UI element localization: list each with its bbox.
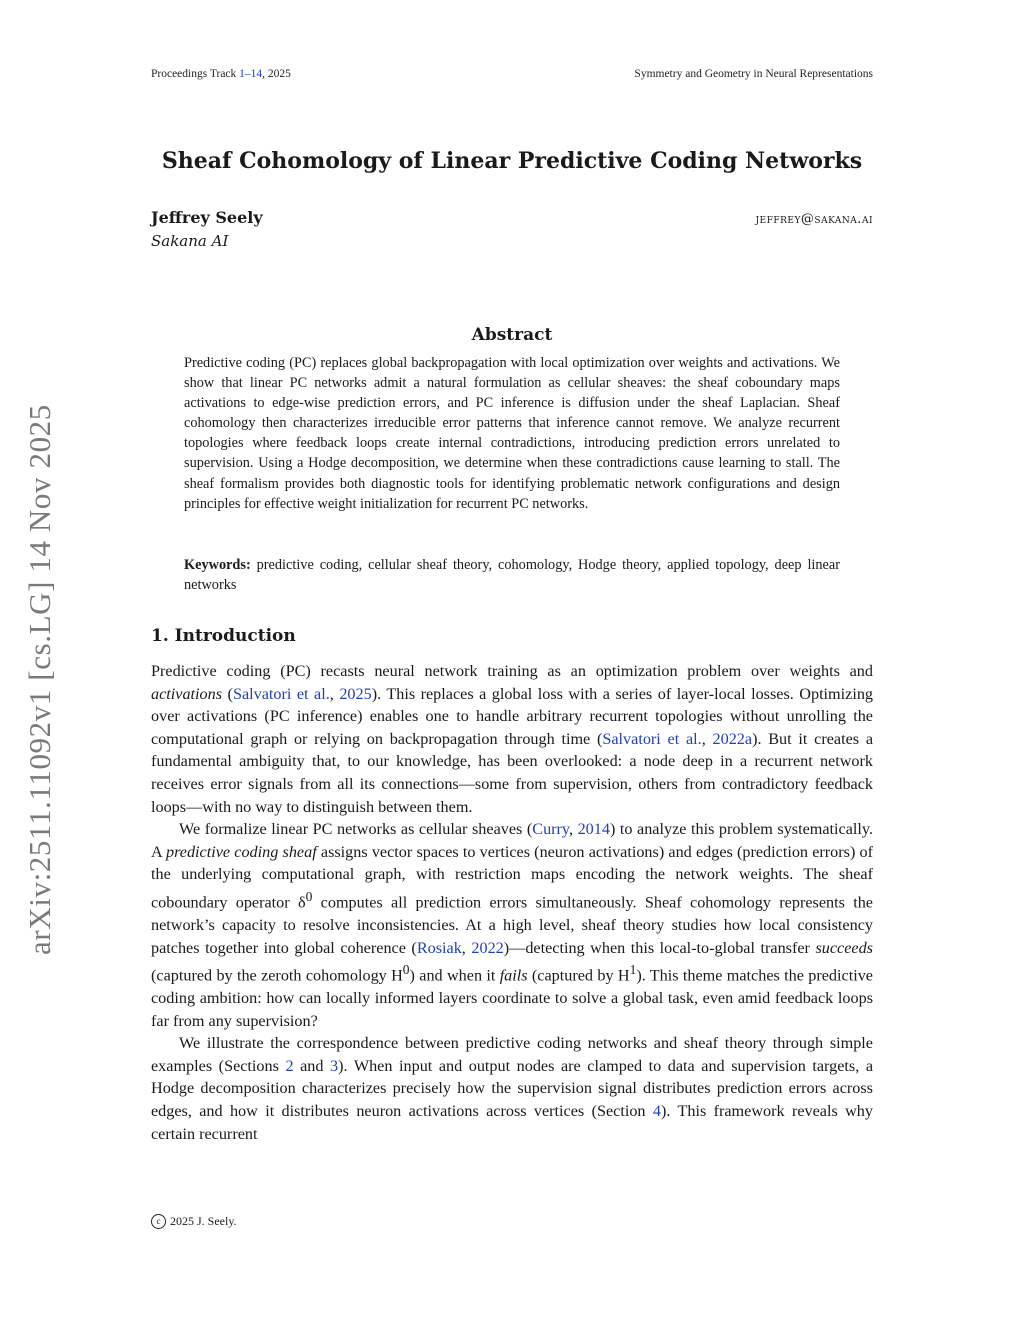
citation-link[interactable]: Salvatori et al. [232,684,330,703]
section-heading-introduction: 1. Introduction [151,626,296,646]
abstract-text: Predictive coding (PC) replaces global backpropagation with local optimization over weights and activations. We show that linear PC networks admit a natural formulation as cellular sheaves: the sheaf coboundary maps activations to edge-wise prediction errors, and PC inference is diffusion under the sheaf Laplacian. Sheaf cohomology then characterizes irreducible error patterns that inference cannot remove. We analyze recurrent topologies where feedback loops create internal contradictions, introducing prediction errors unrelated to supervision. Using a Hodge decomposition, we determine when these contradictions cause learning to stall. The sheaf formalism provides both diagnostic tools for identifying problematic network configurations and design principles for effective weight initialization for recurrent PC networks. [184,355,840,512]
arxiv-stamp: arXiv:2511.11092v1 [cs.LG] 14 Nov 2025 [22,404,57,955]
abstract-heading: Abstract [471,325,553,345]
paragraph: We illustrate the correspondence between predictive coding networks and sheaf theory through simple examples (Sections 2 and 3). When input and output nodes are clamped to data and supervision targets, a Hodge decomposition characterizes precisely how the supervision signal distributes prediction errors across edges, and how it distributes neuron activations across vertices (Section 4). This framework reveals why certain recurrent [151,1034,874,1143]
citation-link[interactable]: Rosiak [416,938,462,957]
section-ref-link[interactable]: 4 [652,1102,661,1121]
citation-year-link[interactable]: 2014 [577,820,610,839]
keywords-label: Keywords: [184,557,251,573]
paragraph: We formalize linear PC networks as cellular sheaves (Curry, 2014) to analyze this problem systematically. A predictive coding sheaf assigns vector spaces to vertices (neuron activations) and edges (prediction errors) of the underlying computational graph, with restriction maps encoding the network weights. The sheaf coboundary operator $\delta^0$ computes all prediction errors simultaneously. Sheaf cohomology represents the network’s capacity to resolve inconsistencies. At a high level, sheaf theory studies how local consistency patches together into global coherence (Rosiak, 2022)—detecting when this local-to-global transfer succeeds (captured by the zeroth cohomology $H^0$) and when it fails (captured by $H^1$). This theme matches the predictive coding ambition: how can locally informed layers coordinate to solve a global task, even amid feedback loops far from any supervision? [151,820,874,1030]
keywords [184,555,840,595]
author-email: jeffrey@sakana.ai [755,212,873,227]
running-header-left: Proceedings Track 1–14, 2025 [151,68,291,80]
keywords-list: predictive coding, cellular sheaf theory, cohomology, Hodge theory, applied topology, deep linear networks [184,557,840,594]
author-name: Jeffrey Seely [151,208,263,227]
author-affiliation: Sakana AI [151,232,229,250]
citation-year-link[interactable]: 2022a [712,729,753,748]
citation-link[interactable]: Curry [532,820,569,839]
introduction-body [151,660,873,1145]
paragraph: Predictive coding (PC) recasts neural network training as an optimization problem over weights and activations (Salvatori et al., 2025). This replaces a global loss with a series of layer-local losses. Optimizing over activations (PC inference) enables one to handle arbitrary recurrent topologies without unrolling the computational graph or relying on backpropagation through time (Salvatori et al., 2022a). But it creates a fundamental ambiguity that, to our knowledge, has been overlooked: a node deep in a recurrent network receives error signals from all its connections—some from supervision, others from contradictory feedback loops—with no way to distinguish between them. [151,662,874,816]
running-header-right: Symmetry and Geometry in Neural Representations [634,68,873,80]
copyright-icon: c [151,1214,166,1229]
paper-title: Sheaf Cohomology of Linear Predictive Coding Networks [161,148,863,174]
citation-year-link[interactable]: 2025 [339,684,372,703]
citation-year-link[interactable]: 2022 [471,938,504,957]
section-ref-link[interactable]: 2 [285,1056,294,1075]
section-ref-link[interactable]: 3 [330,1056,339,1075]
copyright-footer: c 2025 J. Seely. [151,1214,237,1229]
page-range-link[interactable]: 1–14 [239,68,263,80]
citation-link[interactable]: Salvatori et al. [602,729,702,748]
